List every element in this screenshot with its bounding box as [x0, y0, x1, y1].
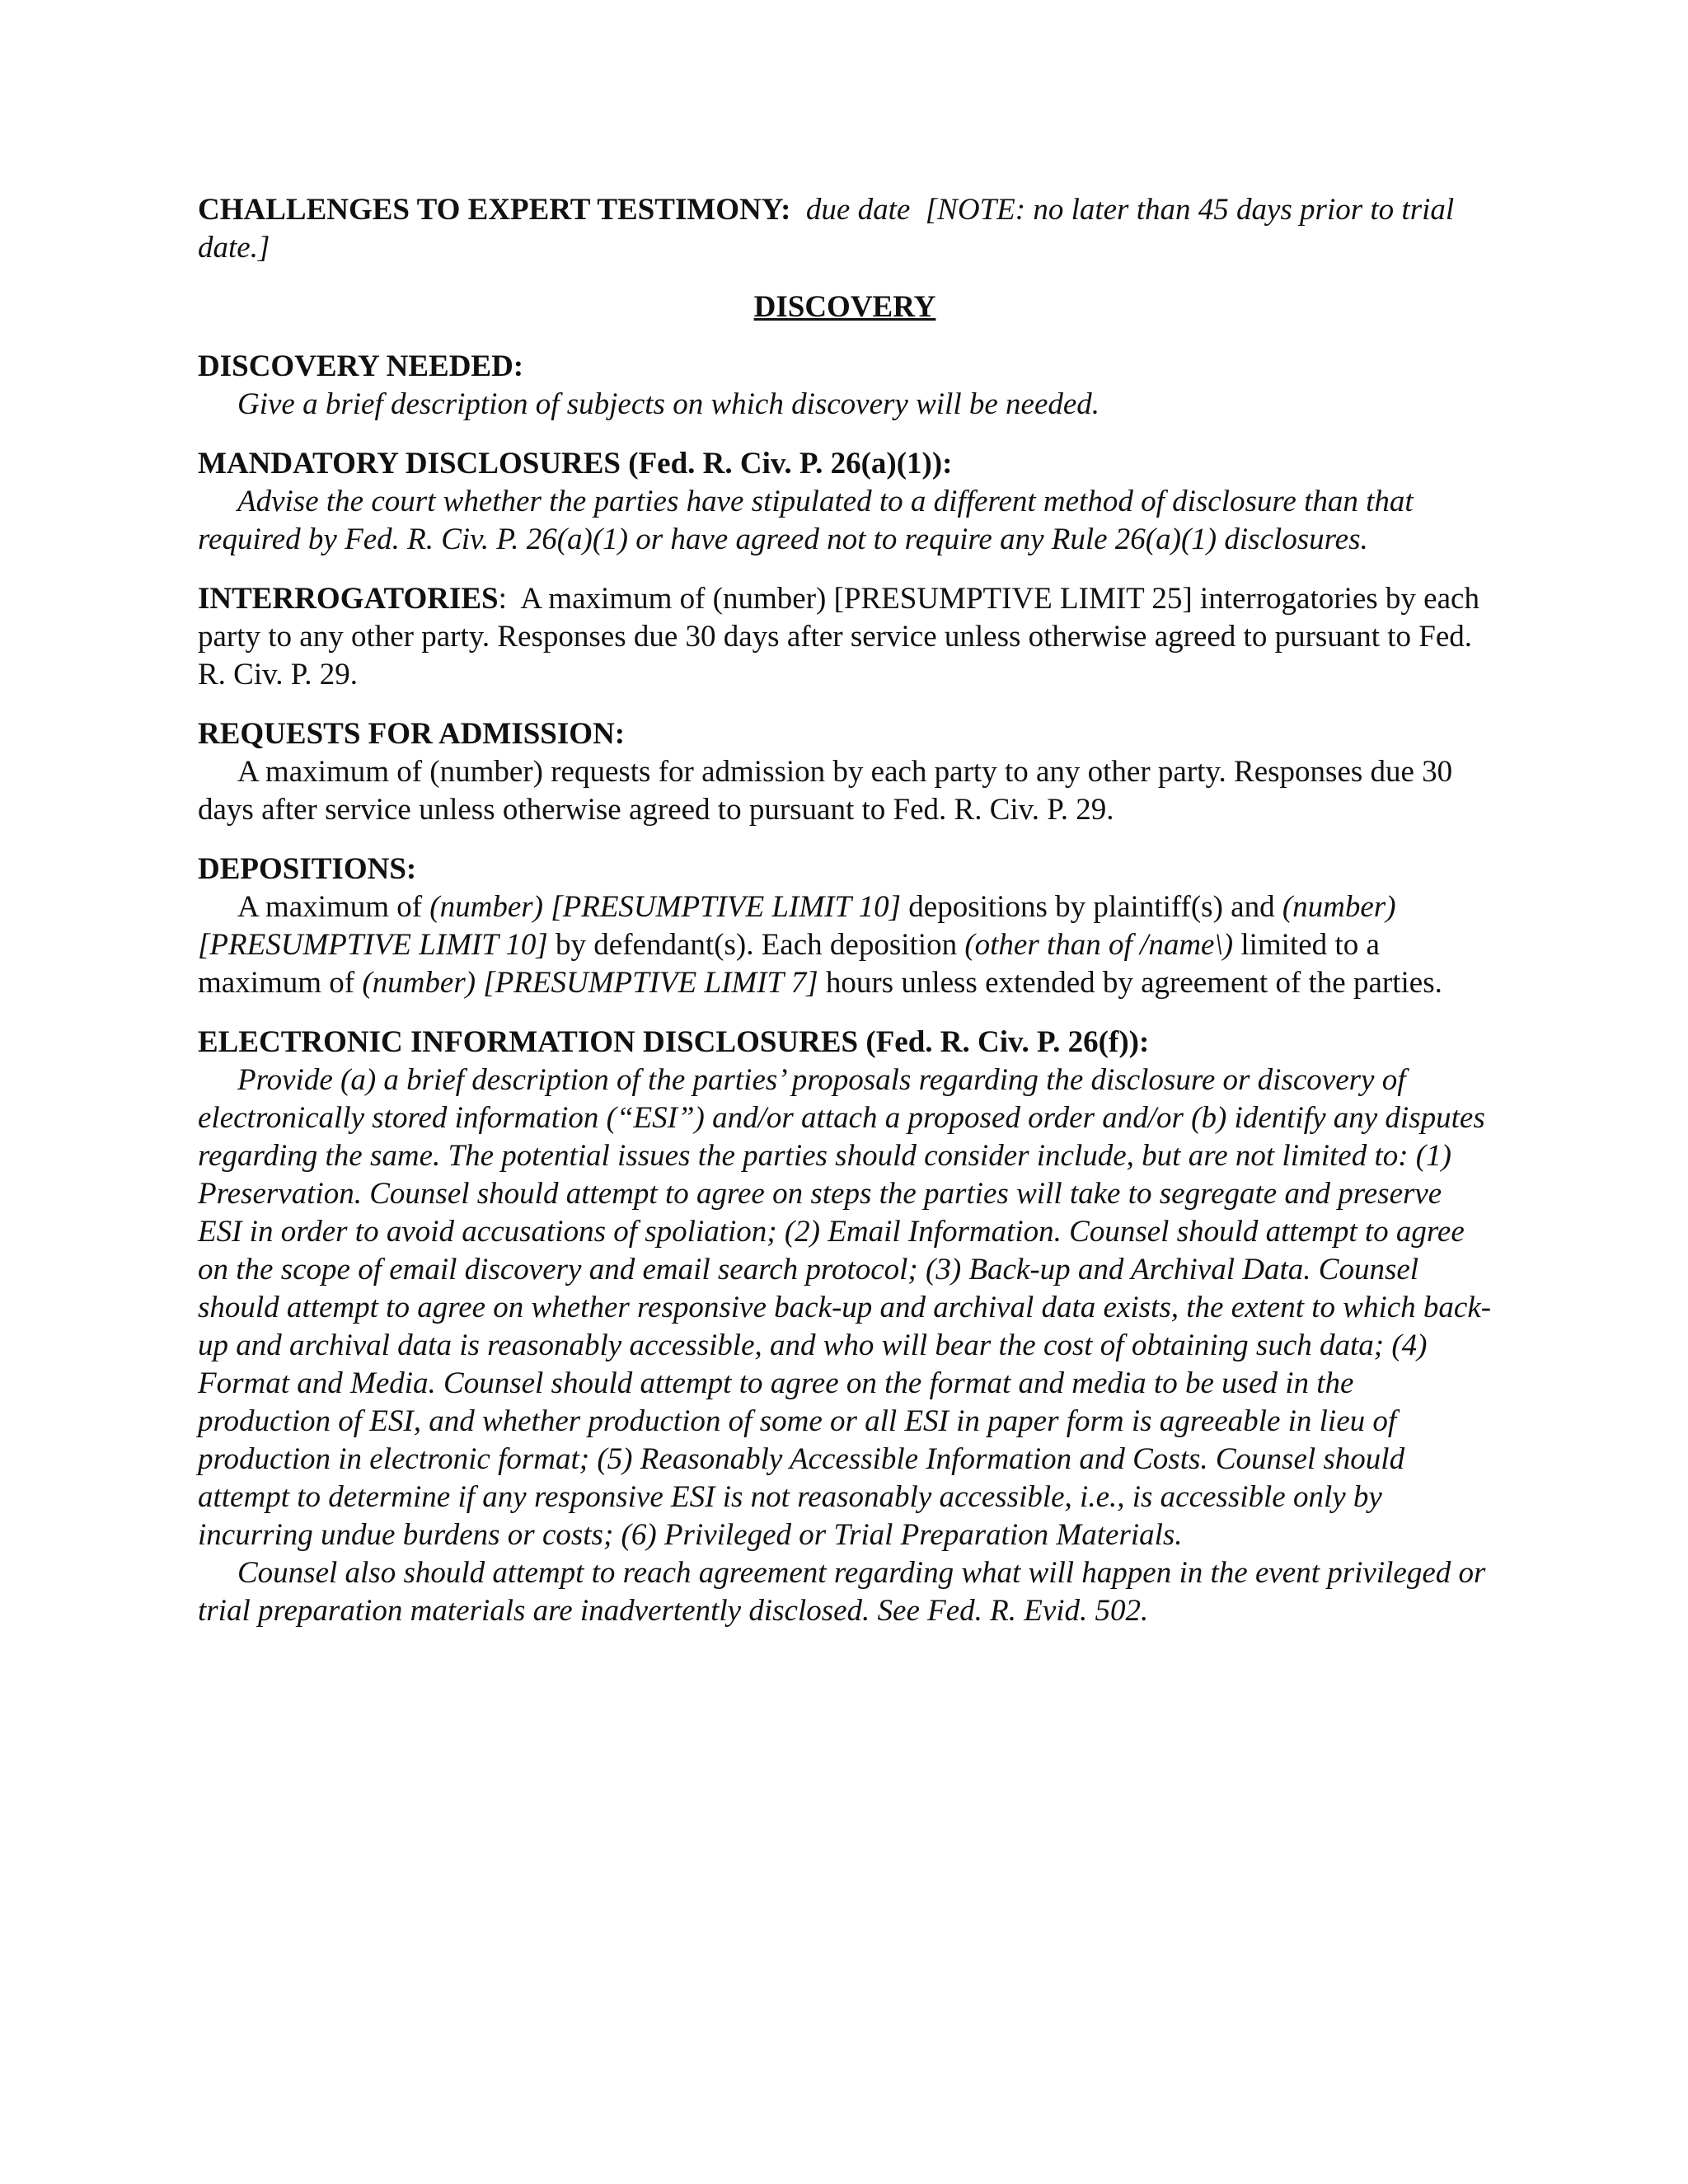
- depositions-text-3: by defendant(s). Each deposition: [547, 928, 965, 962]
- challenges-heading: CHALLENGES TO EXPERT TESTIMONY:: [198, 193, 791, 227]
- admissions-body: A maximum of (number) requests for admission by each party to any other party. Responses due 30 days after service unless otherwise agreed to pursuant to Fed. R. Civ. P. 29.: [198, 755, 1453, 827]
- depositions-text-5: hours unless extended by agreement of the parties.: [818, 966, 1442, 1000]
- admissions-heading: REQUESTS FOR ADMISSION:: [198, 717, 626, 751]
- electronic-body-2: Counsel also should attempt to reach agreement regarding what will happen in the event privileged or trial preparation materials are inadvertently disclosed. See Fed. R. Evid. 502.: [198, 1556, 1486, 1628]
- electronic-section: [198, 1024, 1492, 1630]
- discovery-needed-heading: DISCOVERY NEEDED:: [198, 349, 524, 383]
- depositions-text-4: limited to a maximum of: [198, 928, 1380, 1000]
- depositions-hour-limit: (number) [PRESUMPTIVE LIMIT 7]: [362, 966, 818, 1000]
- interrogatories-heading: INTERROGATORIES: [198, 582, 499, 616]
- mandatory-disclosures-heading: MANDATORY DISCLOSURES (Fed. R. Civ. P. 26(a)(1)):: [198, 447, 953, 480]
- challenges-section: [198, 191, 1492, 267]
- admissions-section: [198, 715, 1492, 829]
- interrogatories-section: [198, 580, 1492, 694]
- mandatory-disclosures-section: [198, 445, 1492, 559]
- depositions-body: [198, 888, 1492, 1002]
- challenges-note: [NOTE: no later than 45 days prior to trial date.]: [198, 193, 1455, 265]
- interrogatories-body: A maximum of (number) [PRESUMPTIVE LIMIT 25] interrogatories by each party to any other party. Responses due 30 days after service unless otherwise agreed to pursuant to Fed. R. Civ. P. 29.: [198, 582, 1479, 691]
- depositions-heading: DEPOSITIONS:: [198, 852, 417, 886]
- discovery-needed-body: Give a brief description of subjects on which discovery will be needed.: [237, 387, 1100, 421]
- electronic-heading: ELECTRONIC INFORMATION DISCLOSURES (Fed. R. Civ. P. 26(f)):: [198, 1025, 1150, 1059]
- depositions-defendant-limit: (number) [PRESUMPTIVE LIMIT 10]: [198, 890, 1396, 962]
- depositions-exception: (other than of /name\): [964, 928, 1234, 962]
- depositions-text-1: A maximum of: [237, 890, 430, 924]
- depositions-plaintiff-limit: (number) [PRESUMPTIVE LIMIT 10]: [429, 890, 902, 924]
- discovery-title: DISCOVERY: [753, 290, 936, 324]
- electronic-body-1: Provide (a) a brief description of the parties’ proposals regarding the disclosure or discovery of electronically stored information (“ESI”) and/or attach a proposed order and/or (b) identify any disputes regarding the same. The potential issues the parties should consider include, but are not limited to: (1) Preservation. Counsel should attempt to agree on steps the parties will take to segregate and preserve ESI in order to avoid accusations of spoliation; (2) Email Information. Counsel should attempt to agree on the scope of email discovery and email search protocol; (3) Back-up and Archival Data. Counsel should attempt to agree on whether responsive back-up and archival data exists, the extent to which back-up and archival data is reasonably accessible, and who will bear the cost of obtaining such data; (4) Format and Media. Counsel should attempt to agree on the format and media to be used in the production of ESI, and whether production of some or all ESI in paper form is agreeable in lieu of production in electronic format; (5) Reasonably Accessible Information and Costs. Counsel should attempt to determine if any responsive ESI is not reasonably accessible, i.e., is accessible only by incurring undue burdens or costs; (6) Privileged or Trial Preparation Materials.: [198, 1063, 1492, 1552]
- challenges-due-date: due date: [805, 193, 911, 227]
- interrogatories-colon: :: [498, 582, 507, 616]
- depositions-text-2: depositions by plaintiff(s) and: [901, 890, 1282, 924]
- discovery-needed-section: [198, 348, 1492, 424]
- depositions-section: [198, 851, 1492, 1002]
- document-page: [198, 191, 1492, 1652]
- mandatory-disclosures-body: Advise the court whether the parties have stipulated to a different method of disclosure than that required by Fed. R. Civ. P. 26(a)(1) or have agreed not to require any Rule 26(a)(1) disclosures.: [198, 485, 1414, 556]
